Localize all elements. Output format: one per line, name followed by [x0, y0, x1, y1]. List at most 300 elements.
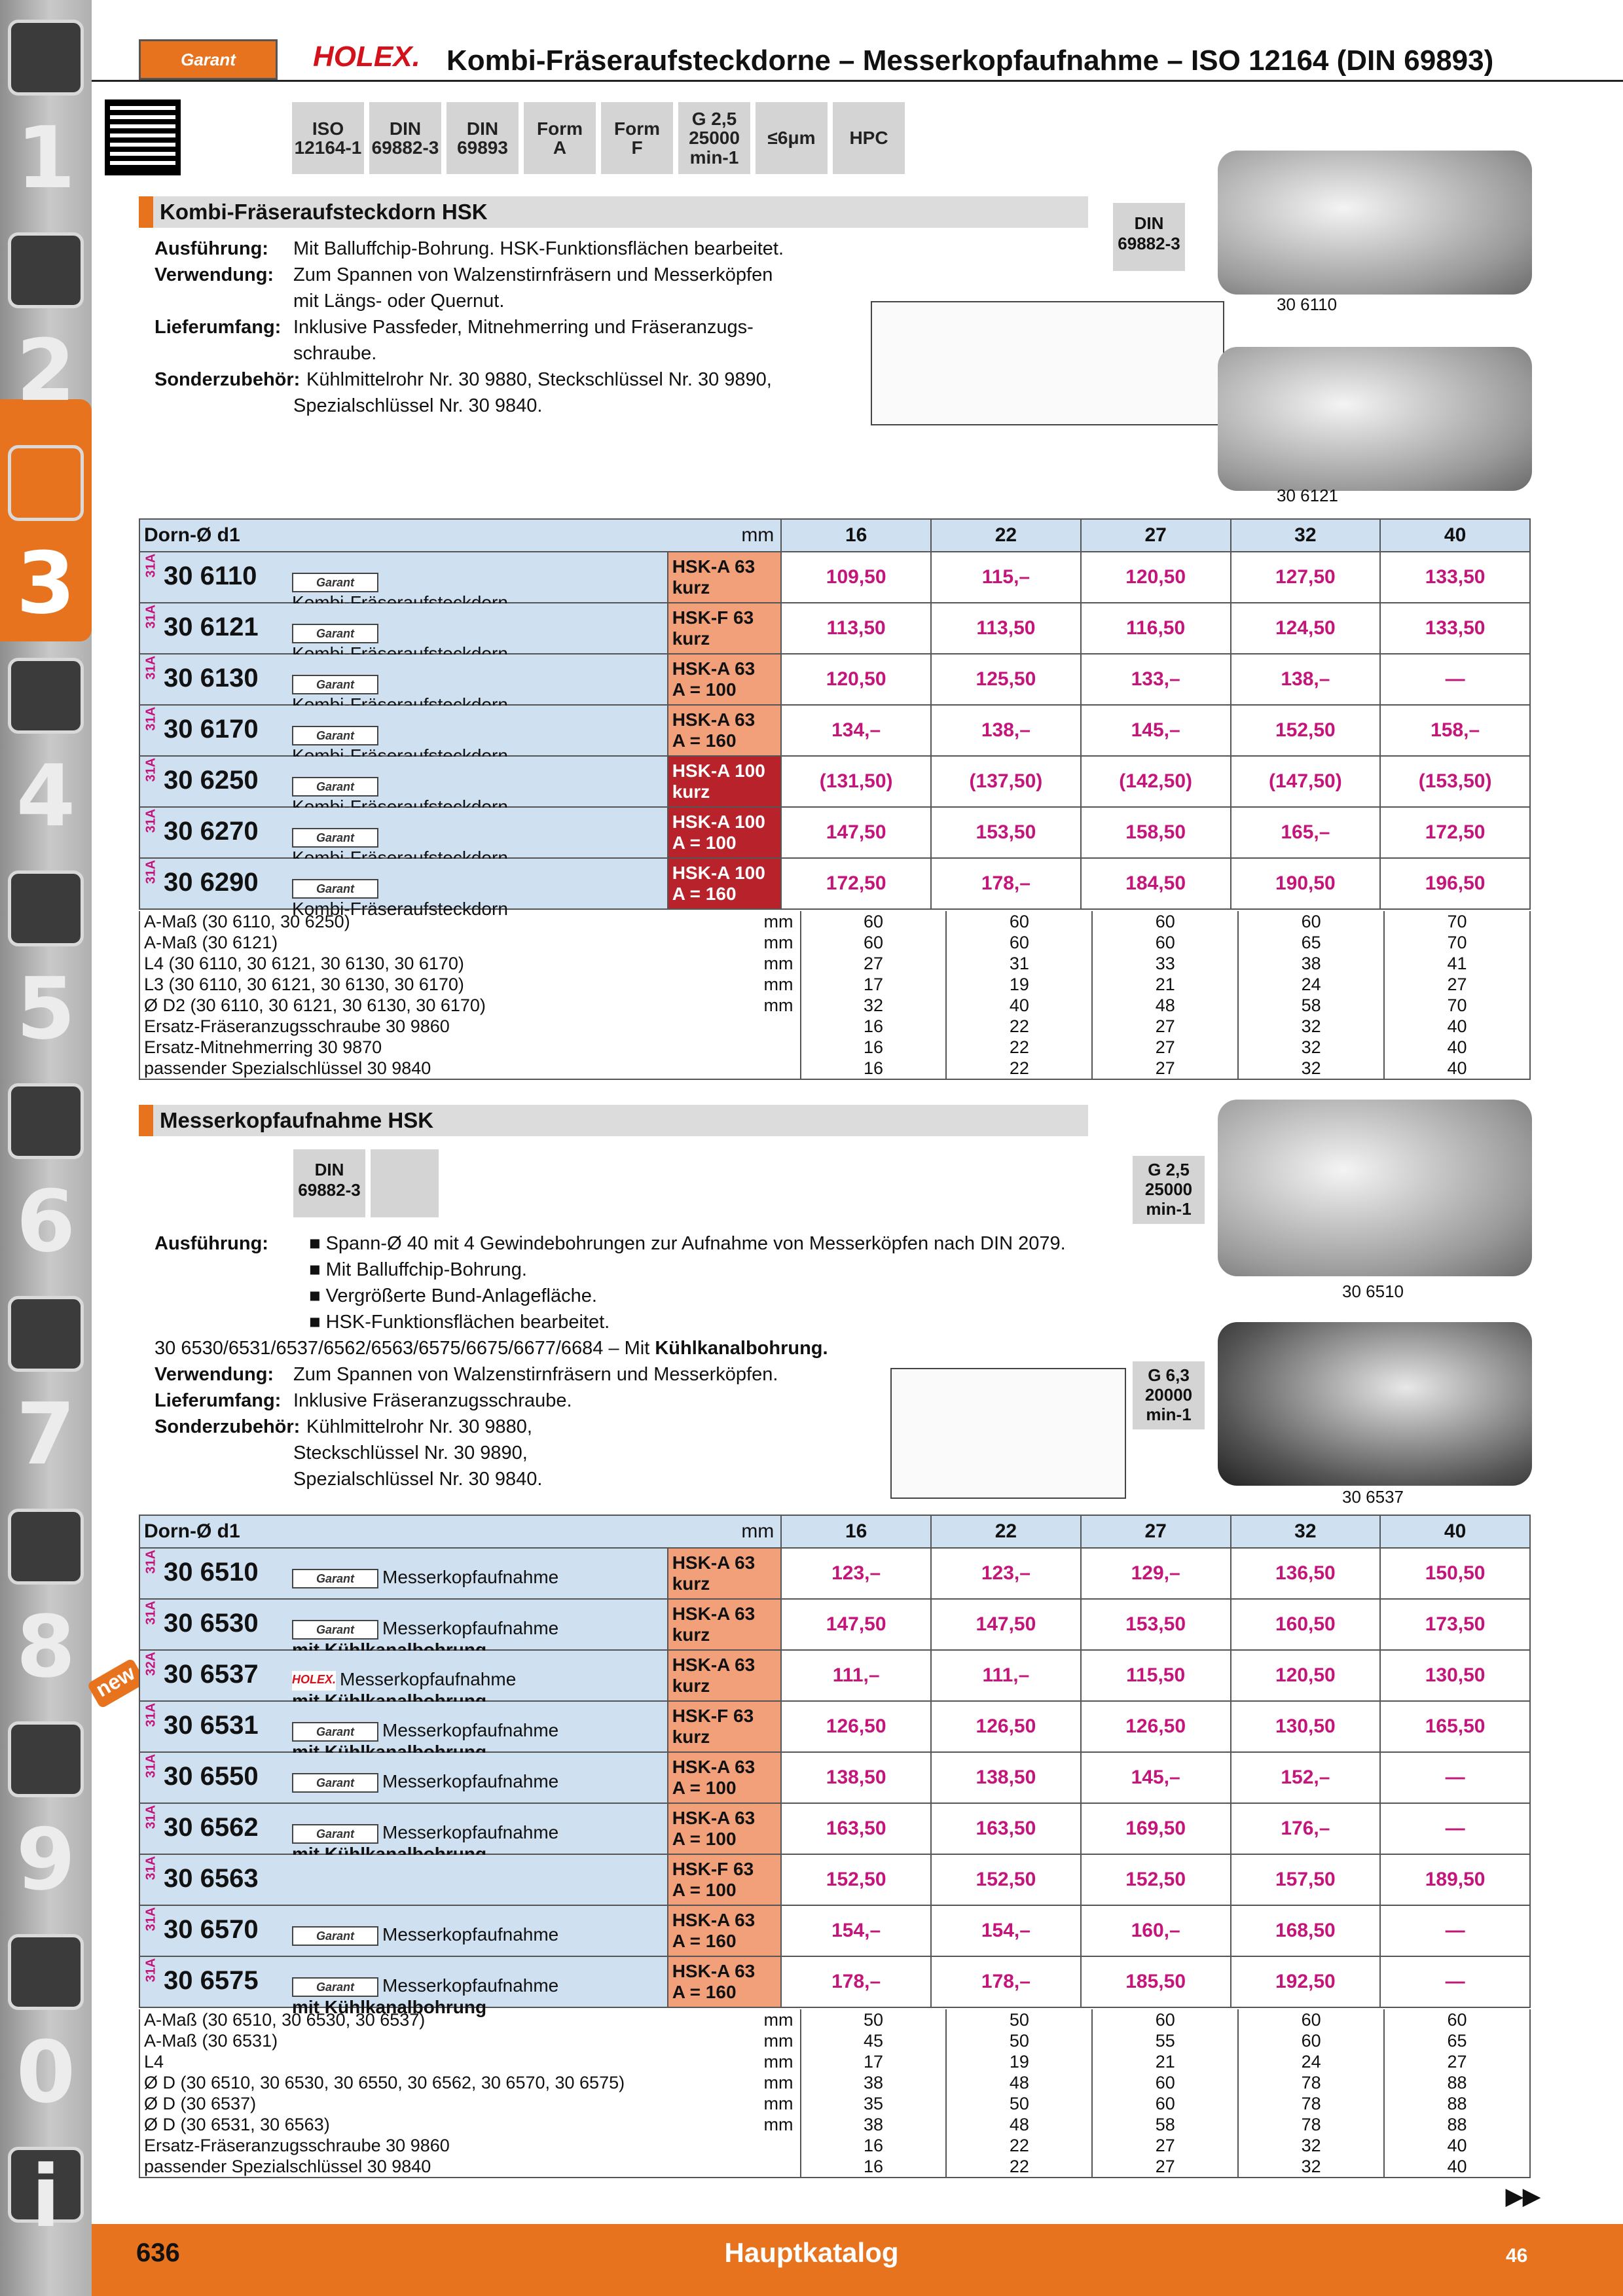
spec-label: Ersatz-Mitnehmerring 30 9870 — [144, 1037, 382, 1057]
chapter-1-number[interactable]: 1 — [16, 108, 76, 207]
spec-badge-5 — [678, 102, 750, 174]
new-badge: new — [86, 1658, 146, 1709]
text-verwendung-1: Zum Spannen von Walzenstirnfräsern und Messerköpfen — [293, 264, 773, 285]
spec-badge-7 — [833, 102, 905, 174]
price-cell: 116,50 — [1081, 603, 1231, 654]
table-row[interactable] — [139, 705, 1530, 756]
spec-value: 50 — [801, 2009, 947, 2030]
caption-306537: 30 6537 — [1342, 1487, 1404, 1507]
header-size: 32 — [1231, 1515, 1381, 1548]
price-cell: 133,– — [1081, 654, 1231, 705]
price-group: 31A — [143, 1907, 158, 1931]
hsk-type: HSK-A 63 — [672, 1655, 756, 1675]
section-title-kombi: Kombi-Fräseraufsteckdorn HSK — [139, 196, 1088, 228]
header-size: 16 — [781, 1515, 931, 1548]
page-title: Kombi-Fräseraufsteckdorne – Messerkopfaufnahme – ISO 12164 (DIN 69893) — [447, 45, 1494, 77]
garant-mini-logo: Garant — [292, 828, 378, 848]
header-dorn-label: Dorn-Ø d1 — [144, 1520, 240, 1542]
price-cell: 160,– — [1081, 1905, 1231, 1956]
photo-306110 — [1218, 151, 1532, 295]
price-cell: — — [1380, 1803, 1530, 1854]
price-cell: — — [1380, 654, 1530, 705]
spec-label-cell — [139, 2093, 801, 2114]
hsk-length: A = 100 — [672, 1880, 737, 1900]
hsk-type: HSK-A 63 — [672, 556, 756, 577]
spec-unit: mm — [763, 975, 793, 994]
spec-value: 40 — [1384, 1016, 1530, 1037]
hsk-code — [668, 1548, 782, 1599]
text-verwendung-2: mit Längs- oder Quernut. — [293, 291, 505, 312]
text-lieferumfang-2: schraube. — [293, 343, 377, 364]
spec-value: 16 — [801, 1037, 947, 1058]
hsk-code — [668, 858, 782, 909]
spec-row — [139, 2093, 1530, 2114]
coolant-note: 30 6530/6531/6537/6562/6563/6575/6675/6677/6684 – Mit — [155, 1338, 655, 1359]
spec-label-cell — [139, 1058, 801, 1079]
article-cell — [139, 1803, 668, 1854]
chapter-6-icon[interactable] — [8, 1083, 84, 1159]
price-cell: 152,50 — [931, 1854, 1081, 1905]
badge-line: ≤6μm — [767, 128, 816, 149]
price-cell: (131,50) — [781, 756, 931, 807]
price-cell: 165,– — [1231, 807, 1381, 858]
price-cell: 176,– — [1231, 1803, 1381, 1854]
hsk-type: HSK-A 63 — [672, 1961, 756, 1981]
price-cell: — — [1380, 1752, 1530, 1803]
spec-label: Ersatz-Fräseranzugsschraube 30 9860 — [144, 2136, 450, 2155]
chapter-0-icon[interactable] — [8, 1934, 84, 2010]
garant-mini-logo: Garant — [292, 624, 378, 643]
spec-value: 16 — [801, 2156, 947, 2178]
photo-306537 — [1218, 1322, 1532, 1486]
section-title-messerkopf: Messerkopfaufnahme HSK — [139, 1105, 1088, 1136]
brand-logo: Garant — [292, 1620, 378, 1640]
spec-label-cell — [139, 2114, 801, 2135]
din-badge-number: 69882-3 — [1118, 234, 1180, 253]
price-cell: 115,– — [931, 552, 1081, 603]
spec-value: 88 — [1384, 2093, 1530, 2114]
label-ausfuehrung: Ausführung: — [155, 238, 268, 259]
price-cell: 111,– — [781, 1650, 931, 1701]
table-row[interactable] — [139, 756, 1530, 807]
din-badge-s2 — [293, 1149, 365, 1217]
brand-logo: Garant — [292, 1722, 378, 1742]
holex-logo: HOLEX. — [313, 41, 420, 73]
chapter-4-icon[interactable] — [8, 658, 84, 734]
price-cell: 178,– — [931, 858, 1081, 909]
price-cell: 169,50 — [1081, 1803, 1231, 1854]
table-row[interactable] — [139, 1650, 1530, 1701]
spec-row — [139, 2051, 1530, 2072]
hsk-length: A = 100 — [672, 679, 737, 700]
price-cell: (147,50) — [1231, 756, 1381, 807]
desc-line-1: Messerkopfaufnahme — [382, 1975, 559, 1996]
caption-306510: 30 6510 — [1342, 1282, 1404, 1301]
spec-label: A-Maß (30 6110, 30 6250) — [144, 912, 350, 931]
price-group: 31A — [143, 604, 158, 629]
article-cell — [139, 705, 668, 756]
spec-value: 27 — [1092, 1016, 1238, 1037]
spec-row — [139, 2114, 1530, 2135]
hsk-type: HSK-A 63 — [672, 1552, 756, 1573]
hsk-length: A = 160 — [672, 730, 737, 751]
spec-value: 70 — [1384, 932, 1530, 953]
spec-value: 19 — [946, 974, 1092, 995]
chapter-3-number[interactable]: 3 — [16, 533, 76, 633]
text-lieferumfang: Inklusive Fräseranzugsschraube. — [293, 1390, 572, 1411]
article-cell — [139, 1650, 668, 1701]
hsk-code — [668, 1650, 782, 1701]
chapter-i-number[interactable]: i — [31, 2147, 61, 2246]
spec-value: 70 — [1384, 911, 1530, 932]
spec-value: 16 — [801, 1058, 947, 1079]
bullet-1: ■ Spann-Ø 40 mit 4 Gewindebohrungen zur Aufnahme von Messerköpfen nach DIN 2079. — [309, 1233, 1066, 1254]
spec-label: Ø D (30 6510, 30 6530, 30 6550, 30 6562, 30 6570, 30 6575) — [144, 2073, 625, 2092]
spec-value: 33 — [1092, 953, 1238, 974]
badge-line: ISO — [312, 118, 344, 139]
spec-value: 16 — [801, 2135, 947, 2156]
price-cell: 189,50 — [1380, 1854, 1530, 1905]
garant-mini-logo: Garant — [292, 573, 378, 592]
badge-line: F — [631, 137, 643, 158]
spec-row — [139, 995, 1530, 1016]
hsk-code — [668, 756, 782, 807]
coolant-note-bold: Kühlkanalbohrung. — [655, 1338, 828, 1359]
table-row[interactable] — [139, 1599, 1530, 1650]
table-row[interactable] — [139, 1854, 1530, 1905]
spec-label-cell — [139, 2051, 801, 2072]
header-size: 16 — [781, 519, 931, 552]
spec-unit: mm — [763, 912, 793, 931]
chapter-5-icon[interactable] — [8, 870, 84, 946]
s1-desc — [155, 236, 784, 419]
spec-value: 32 — [1238, 1016, 1384, 1037]
spec-value: 27 — [1384, 2051, 1530, 2072]
chapter-6-number[interactable]: 6 — [16, 1172, 76, 1271]
price-cell: 109,50 — [781, 552, 931, 603]
price-cell: 138,50 — [931, 1752, 1081, 1803]
speed-badge-1 — [1133, 1156, 1205, 1224]
spec-row — [139, 2072, 1530, 2093]
price-cell: 133,50 — [1380, 603, 1530, 654]
spec-value: 22 — [946, 1037, 1092, 1058]
hsk-type: HSK-A 100 — [672, 863, 765, 883]
chapter-8-icon[interactable] — [8, 1509, 84, 1585]
spec-value: 27 — [1092, 1037, 1238, 1058]
price-cell: 196,50 — [1380, 858, 1530, 909]
spec-value: 65 — [1384, 2030, 1530, 2051]
din-badge-s1 — [1113, 203, 1185, 271]
label-verwendung: Verwendung: — [155, 1364, 274, 1385]
chapter-5-number[interactable]: 5 — [16, 959, 76, 1058]
spec-label-cell — [139, 995, 801, 1016]
table-row[interactable] — [139, 858, 1530, 909]
qr-code[interactable] — [105, 99, 181, 175]
spec-table-kombi — [139, 911, 1531, 1080]
price-cell: 120,50 — [781, 654, 931, 705]
badge-line: DIN — [389, 118, 422, 139]
spec-value: 60 — [1238, 911, 1384, 932]
spec-value: 40 — [1384, 2156, 1530, 2178]
article-number[interactable]: 30 6290 — [164, 868, 259, 897]
desc-line-2: mit Kühlkanalbohrung — [292, 1996, 487, 2017]
hsk-length: A = 160 — [672, 1982, 737, 2002]
chapter-2-number[interactable]: 2 — [16, 321, 76, 420]
price-cell: 138,50 — [781, 1752, 931, 1803]
hsk-length: kurz — [672, 781, 710, 802]
desc-line-1: Messerkopfaufnahme — [382, 1618, 559, 1638]
brand-logo: Garant — [292, 1569, 378, 1588]
price-cell: 120,50 — [1231, 1650, 1381, 1701]
article-number[interactable]: 30 6575 — [164, 1966, 259, 1995]
spec-value: 41 — [1384, 953, 1530, 974]
article-description — [292, 1924, 558, 1946]
hsk-code — [668, 1803, 782, 1854]
article-number[interactable]: 30 6250 — [164, 766, 259, 795]
article-number[interactable]: 30 6563 — [164, 1864, 259, 1893]
desc-line-1: Messerkopfaufnahme — [382, 1771, 559, 1791]
spec-row — [139, 2030, 1530, 2051]
spec-unit: mm — [763, 2094, 793, 2113]
article-cell — [139, 603, 668, 654]
spec-value: 24 — [1238, 974, 1384, 995]
rpm-unit: min-1 — [1146, 1405, 1192, 1424]
bullet-4: ■ HSK-Funktionsflächen bearbeitet. — [309, 1312, 610, 1333]
table-row[interactable] — [139, 1905, 1530, 1956]
article-number[interactable]: 30 6270 — [164, 817, 259, 846]
price-cell: 130,50 — [1380, 1650, 1530, 1701]
bullet-3: ■ Vergrößerte Bund-Anlagefläche. — [309, 1285, 597, 1306]
spec-badge-0 — [292, 102, 364, 174]
label-sonderzubehoer: Sonderzubehör: — [155, 1416, 301, 1437]
price-cell: 163,50 — [781, 1803, 931, 1854]
article-number[interactable]: 30 6121 — [164, 613, 259, 641]
hsk-length: A = 100 — [672, 1778, 737, 1798]
price-cell: 165,50 — [1380, 1701, 1530, 1752]
price-cell: 126,50 — [781, 1701, 931, 1752]
article-number[interactable]: 30 6130 — [164, 664, 259, 692]
price-cell: 133,50 — [1380, 552, 1530, 603]
article-number[interactable]: 30 6510 — [164, 1558, 259, 1587]
article-cell — [139, 1599, 668, 1650]
price-cell: 152,50 — [1081, 1854, 1231, 1905]
badge-line: 69893 — [457, 137, 508, 158]
price-cell: 147,50 — [931, 1599, 1081, 1650]
desc-line-1: Messerkopfaufnahme — [340, 1669, 517, 1689]
hsk-code — [668, 807, 782, 858]
table-row[interactable] — [139, 603, 1530, 654]
din-badge-label: DIN — [314, 1160, 344, 1179]
spec-unit: mm — [763, 2115, 793, 2134]
price-cell: 157,50 — [1231, 1854, 1381, 1905]
article-number[interactable]: 30 6562 — [164, 1813, 259, 1842]
article-number[interactable]: 30 6530 — [164, 1609, 259, 1638]
header-dorn — [139, 519, 781, 552]
spec-value: 78 — [1238, 2072, 1384, 2093]
chapter-2-icon[interactable] — [8, 232, 84, 308]
text-sonderzubehoer-1: Kühlmittelrohr Nr. 30 9880, Steckschlüssel Nr. 30 9890, — [306, 369, 772, 390]
spec-value: 60 — [1092, 2072, 1238, 2093]
table-row[interactable] — [139, 1803, 1530, 1854]
label-lieferumfang: Lieferumfang: — [155, 317, 282, 338]
article-cell — [139, 1548, 668, 1599]
price-cell: 190,50 — [1231, 858, 1381, 909]
spec-value: 55 — [1092, 2030, 1238, 2051]
table-row[interactable] — [139, 654, 1530, 705]
price-cell: 138,– — [1231, 654, 1381, 705]
price-cell: 178,– — [781, 1956, 931, 2007]
spec-value: 16 — [801, 1016, 947, 1037]
price-cell: 145,– — [1081, 1752, 1231, 1803]
header-size: 40 — [1380, 1515, 1530, 1548]
spec-value: 22 — [946, 1058, 1092, 1079]
coolant-icon — [371, 1149, 439, 1217]
spec-value: 22 — [946, 1016, 1092, 1037]
chapter-7-number[interactable]: 7 — [16, 1384, 76, 1484]
spec-value: 27 — [1092, 2156, 1238, 2178]
chapter-4-number[interactable]: 4 — [16, 746, 76, 846]
badge-line: A — [553, 137, 567, 158]
spec-value: 17 — [801, 2051, 947, 2072]
price-group: 31A — [143, 706, 158, 731]
hsk-type: HSK-A 63 — [672, 658, 756, 679]
article-number[interactable]: 30 6550 — [164, 1762, 259, 1791]
price-cell: 153,50 — [1081, 1599, 1231, 1650]
header-dorn — [139, 1515, 781, 1548]
spec-label-cell — [139, 2135, 801, 2156]
badge-line: Form — [537, 118, 583, 139]
photo-306510 — [1218, 1100, 1532, 1276]
balance-grade: G 2,5 — [1148, 1160, 1190, 1179]
spec-label: L4 — [144, 2052, 164, 2072]
photo-306121 — [1218, 347, 1532, 491]
price-cell: 115,50 — [1081, 1650, 1231, 1701]
spec-unit: mm — [763, 954, 793, 973]
hsk-length: kurz — [672, 1573, 710, 1594]
price-cell: 134,– — [781, 705, 931, 756]
chapter-3-icon[interactable] — [8, 445, 84, 521]
chapter-8-number[interactable]: 8 — [16, 1597, 76, 1696]
spec-unit: mm — [763, 2031, 793, 2051]
table-row[interactable] — [139, 552, 1530, 603]
hsk-length: kurz — [672, 1727, 710, 1747]
spec-value: 32 — [801, 995, 947, 1016]
article-number[interactable]: 30 6170 — [164, 715, 259, 744]
garant-mini-logo: Garant — [292, 726, 378, 745]
chapter-7-icon[interactable] — [8, 1296, 84, 1372]
hsk-length: A = 160 — [672, 884, 737, 904]
desc-line: Kombi-Fräseraufsteckdorn — [292, 898, 508, 919]
spec-label-cell — [139, 1037, 801, 1058]
price-group: 31A — [143, 757, 158, 782]
spec-badge-4 — [601, 102, 673, 174]
spec-row — [139, 2156, 1530, 2178]
hsk-length: kurz — [672, 1676, 710, 1696]
spec-label-cell — [139, 2072, 801, 2093]
header-unit: mm — [741, 524, 775, 546]
hsk-code — [668, 654, 782, 705]
hsk-type: HSK-A 63 — [672, 1604, 756, 1624]
spec-value: 78 — [1238, 2093, 1384, 2114]
article-number[interactable]: 30 6531 — [164, 1711, 259, 1740]
price-cell: 123,– — [781, 1548, 931, 1599]
table-row[interactable] — [139, 1752, 1530, 1803]
article-number[interactable]: 30 6570 — [164, 1915, 259, 1944]
chapter-0-number[interactable]: 0 — [16, 2022, 76, 2122]
chapter-1-icon[interactable] — [8, 20, 84, 96]
price-group: 31A — [143, 1958, 158, 1982]
spec-value: 38 — [801, 2072, 947, 2093]
spec-value: 35 — [801, 2093, 947, 2114]
article-number[interactable]: 30 6537 — [164, 1660, 259, 1689]
text-lieferumfang-1: Inklusive Passfeder, Mitnehmerring und Fräseranzugs- — [293, 317, 754, 338]
spec-value: 70 — [1384, 995, 1530, 1016]
label-lieferumfang: Lieferumfang: — [155, 1390, 282, 1411]
chapter-9-icon[interactable] — [8, 1721, 84, 1797]
table-row[interactable] — [139, 1701, 1530, 1752]
desc-line-1: Messerkopfaufnahme — [382, 1924, 559, 1945]
header-size: 40 — [1380, 519, 1530, 552]
spec-label-cell — [139, 2030, 801, 2051]
article-cell — [139, 1701, 668, 1752]
spec-value: 65 — [1238, 932, 1384, 953]
hsk-length: kurz — [672, 628, 710, 649]
text-verwendung: Zum Spannen von Walzenstirnfräsern und Messerköpfen. — [293, 1364, 778, 1385]
hsk-type: HSK-F 63 — [672, 1706, 754, 1726]
brand-logo: Garant — [292, 1977, 378, 1997]
spec-row — [139, 2009, 1530, 2030]
hsk-code — [668, 1599, 782, 1650]
price-cell: 150,50 — [1380, 1548, 1530, 1599]
spec-label-cell — [139, 932, 801, 953]
table-row[interactable] — [139, 1956, 1530, 2007]
badge-line: 25000 — [689, 128, 740, 149]
din-badge-number: 69882-3 — [298, 1180, 361, 1200]
price-cell: — — [1380, 1956, 1530, 2007]
header-size: 27 — [1081, 1515, 1231, 1548]
table-row[interactable] — [139, 1548, 1530, 1599]
label-sonderzubehoer: Sonderzubehör: — [155, 369, 301, 390]
rpm-unit: min-1 — [1146, 1199, 1192, 1219]
hsk-code — [668, 705, 782, 756]
price-cell: 192,50 — [1231, 1956, 1381, 2007]
chapter-9-number[interactable]: 9 — [16, 1810, 76, 1909]
price-cell: 147,50 — [781, 807, 931, 858]
table-header — [139, 519, 1530, 552]
spec-label: Ø D (30 6531, 30 6563) — [144, 2115, 330, 2134]
price-cell: 147,50 — [781, 1599, 931, 1650]
price-group: 31A — [143, 1702, 158, 1727]
spec-label: L4 (30 6110, 30 6121, 30 6130, 30 6170) — [144, 954, 464, 973]
price-cell: 126,50 — [1081, 1701, 1231, 1752]
price-cell: 129,– — [1081, 1548, 1231, 1599]
next-page-arrow[interactable]: ▶▶ — [1506, 2184, 1541, 2209]
article-number[interactable]: 30 6110 — [164, 562, 257, 590]
spec-value: 58 — [1092, 2114, 1238, 2135]
price-group: 31A — [143, 1753, 158, 1778]
hsk-code — [668, 1701, 782, 1752]
caption-306121: 30 6121 — [1277, 486, 1338, 505]
spec-value: 48 — [1092, 995, 1238, 1016]
spec-value: 21 — [1092, 2051, 1238, 2072]
spec-label-cell — [139, 2009, 801, 2030]
article-cell — [139, 552, 668, 603]
badge-line: 69882-3 — [371, 137, 439, 158]
article-description — [292, 1567, 558, 1588]
hsk-code — [668, 1905, 782, 1956]
table-row[interactable] — [139, 807, 1530, 858]
din-badge-label: DIN — [1134, 213, 1164, 233]
